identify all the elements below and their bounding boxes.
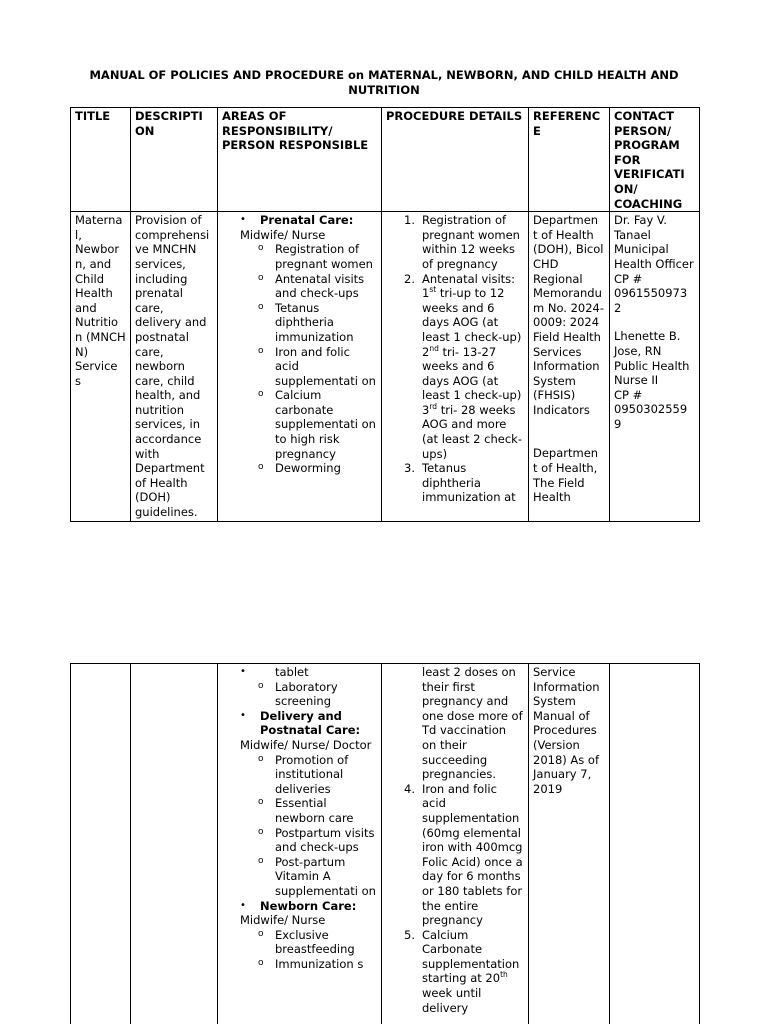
cell-areas (218, 664, 382, 1024)
newborn-care-heading: • Newborn Care: (260, 898, 357, 913)
reference-text: Departmen t of Health, The Field Health (533, 446, 599, 505)
table-header-row (71, 108, 700, 212)
list-item: o Immunization s (240, 957, 377, 972)
ordinal: nd (429, 343, 439, 353)
list-item: 2. Antenatal visits: 1st tri-up to 12 weeks and 6 days AOG (at least 1 check-up) 2nd tri- 13-27 weeks and 6 days AOG (at least 1 check-up) 3rd tri- 28 weeks AOG and more (at least 2 check-ups) (404, 271, 522, 461)
cell-description (131, 664, 218, 1024)
list-item: o Registration of pregnant women (240, 242, 377, 271)
cell-areas (218, 212, 382, 522)
step-text: Registration of pregnant women within 12 weeks of pregnancy (422, 213, 520, 271)
list-item: o Antenatal visits and check-ups (240, 272, 377, 301)
step-text: least 2 doses on their first pregnancy and one dose more of Td vaccination on their succeeding pregnancies. (422, 665, 523, 782)
list-item: o Post-partum Vitamin A supplementati on (240, 855, 377, 899)
mnchn-policy-table (70, 107, 700, 522)
prenatal-care-responsible: Midwife/ Nurse (240, 227, 326, 242)
cell-procedure (382, 664, 529, 1024)
cell-title: Materna l, Newbor n, and Child Health and Nutritio n (MNCH N) Service s (71, 212, 131, 522)
list-item (222, 665, 377, 709)
step-text: tri- 28 weeks AOG and more (at least 2 check-ups) (422, 402, 522, 461)
list-item: 3. Tetanus diphtheria immunization at (404, 461, 516, 505)
contact-phone: CP # 0961550973 2 (614, 271, 688, 315)
step-text: Antenatal visits: (422, 271, 516, 286)
delivery-items (240, 753, 377, 899)
list-item (386, 665, 524, 782)
list-item: o Iron and folic acid supplementati on (240, 345, 377, 389)
cell-contact (610, 212, 700, 522)
ordinal: rd (429, 402, 438, 412)
header-contact: CONTACT PERSON/ PROGRAM FOR VERIFICATI ON/ COACHING (610, 108, 700, 212)
list-item: o Deworming (240, 461, 377, 476)
delivery-care-responsible: Midwife/ Nurse/ Doctor (240, 737, 372, 752)
contact-phone: CP # 0950302559 9 (614, 387, 688, 431)
cell-procedure (382, 212, 529, 522)
step-text: Iron and folic acid supplementation (60mg elemental iron with 400mcg Folic Acid) once a day for 6 months or 180 tablets for the entire pregnancy (422, 781, 523, 928)
header-areas: AREAS OF RESPONSIBILITY/ PERSON RESPONSIBLE (218, 108, 382, 212)
cell-reference (529, 212, 610, 522)
list-item: 1. Registration of pregnant women within 12 weeks of pregnancy (404, 213, 520, 271)
list-item: o Exclusive breastfeeding (240, 928, 377, 957)
contact-name: Lhenette B. Jose, RN Public Health Nurse II (614, 329, 690, 388)
table-row (71, 212, 700, 522)
list-item: 5. Calcium Carbonate supplementation starting at 20th week until delivery (404, 927, 520, 1015)
list-item: o Calcium carbonate supplementati on to high risk pregnancy (240, 388, 377, 461)
step-text: Calcium Carbonate supplementation starting at 20 (422, 927, 520, 986)
cell-contact (610, 664, 700, 1024)
prenatal-items-continued (240, 665, 377, 709)
list-item (222, 213, 377, 476)
list-item: 4. Iron and folic acid supplementation (60mg elemental iron with 400mcg Folic Acid) once a day for 6 months or 180 tablets for the entire pregnancy (404, 781, 523, 928)
step-text: tri-up to 12 weeks and 6 days AOG (at least 1 check-up) (422, 286, 522, 344)
step-text: week until delivery (422, 986, 482, 1015)
list-item: • tablet (275, 665, 309, 679)
document-title: MANUAL OF POLICIES AND PROCEDURE on MATERNAL, NEWBORN, AND CHILD HEALTH AND NUTRITION (89, 68, 679, 97)
contact-name: Dr. Fay V. Tanael Municipal Health Officer (614, 213, 694, 271)
ordinal: st (429, 285, 437, 295)
newborn-care-responsible: Midwife/ Nurse (240, 913, 326, 928)
procedure-steps (386, 213, 524, 505)
step-text: tri- 13-27 weeks and 6 days AOG (at least 1 check-up) (422, 344, 522, 403)
reference-text: Departmen t of Health (DOH), Bicol CHD Regional Memorandu m No. 2024-0009: 2024 Field Health Services Information System (FHSIS) Indicators (533, 213, 605, 417)
prenatal-care-heading: • Prenatal Care: (260, 213, 354, 228)
prenatal-items (240, 242, 377, 476)
table-row (71, 664, 700, 1024)
ordinal: th (500, 970, 508, 980)
list-item (222, 899, 377, 972)
header-title: TITLE (71, 108, 131, 212)
header-reference: REFERENC E (529, 108, 610, 212)
cell-title (71, 664, 131, 1024)
newborn-items (240, 928, 377, 972)
list-item (222, 709, 377, 899)
mnchn-policy-table-continued (70, 663, 700, 1024)
step-text: Tetanus diphtheria immunization at (422, 461, 516, 505)
cell-description: Provision of comprehensi ve MNCHN services, including prenatal care, delivery and postnatal care, newborn care, child health, and nutrition services, in accordance with Department of Health (DOH) guidelines. (131, 212, 218, 522)
list-item: o Postpartum visits and check-ups (240, 826, 377, 855)
list-item: o Essential newborn care (240, 796, 377, 825)
list-item: o Tetanus diphtheria immunization (240, 301, 377, 345)
delivery-care-heading: • Delivery and Postnatal Care: (260, 708, 361, 738)
list-item: o Laboratory screening (240, 680, 377, 709)
header-procedure: PROCEDURE DETAILS (382, 108, 529, 212)
list-item: o Promotion of institutional deliveries (240, 753, 377, 797)
areas-list (222, 213, 377, 476)
areas-list (222, 665, 377, 971)
cell-reference: Service Information System Manual of Procedures (Version 2018) As of January 7, 2019 (529, 664, 610, 1024)
header-description: DESCRIPTI ON (131, 108, 218, 212)
procedure-steps-continued (386, 665, 524, 1015)
